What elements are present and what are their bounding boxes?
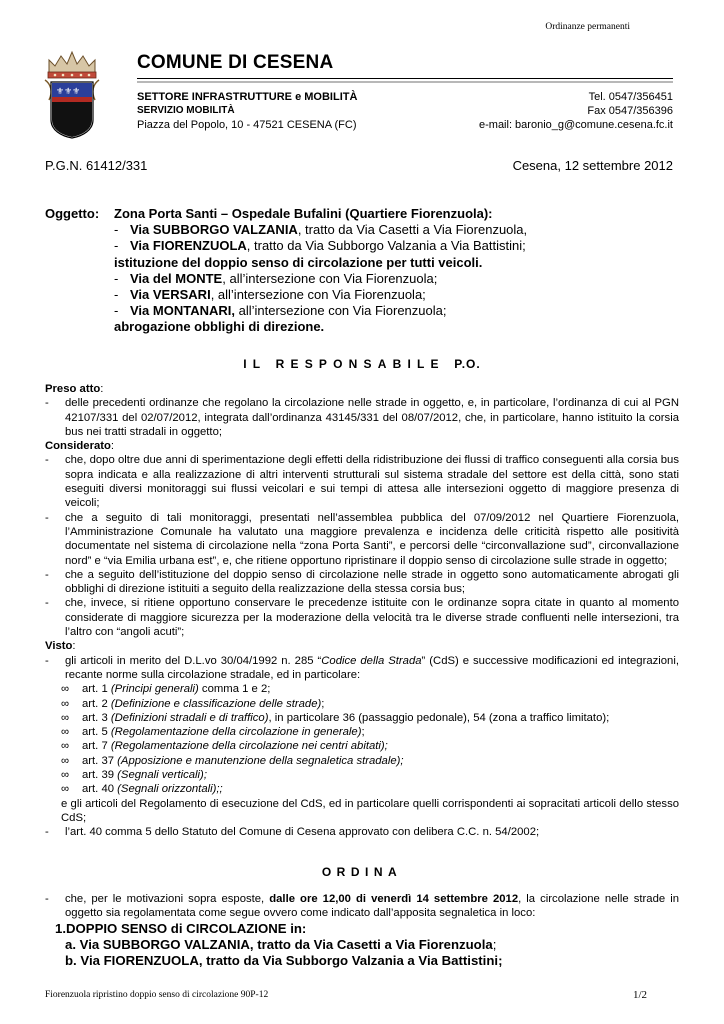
subject-line: Zona Porta Santi – Ospedale Bufalini (Quartiere Fiorenzuola): (114, 206, 493, 221)
list-item: - che, invece, si ritiene opportuno conservare le precedenze istituite con le ordinanze sopra citate in quanto al momento considerate di maggiore sicurezza per la moderazione della velocità tra le diverse strade confluenti nelle intersezioni, tra l’altro con “angoli acuti”; (45, 597, 679, 639)
header-rule (137, 78, 673, 79)
municipality-title: COMUNE DI CESENA (137, 52, 334, 73)
infinity-bullet-icon: ∞ (61, 711, 70, 724)
email: e-mail: baronio_g@comune.cesena.fc.it (479, 119, 673, 131)
document-date: Cesena, 12 settembre 2012 (512, 158, 673, 173)
municipal-crest-icon (43, 48, 101, 140)
list-item: - delle precedenti ordinanze che regolano la circolazione nelle strade in oggetto, e, in particolare, l’ordinanza di cui al PGN 42107/331 del 02/07/2012, integrata dall’ordinanza 43145/331 del 08/07/2012, che, in particolare, hanno istituito la corsia bus nei tratti stradali in oggetto; (45, 397, 679, 438)
article-item: ∞ art. 5 (Regolamentazione della circolazione in generale); (61, 726, 365, 739)
office-block (137, 90, 357, 132)
telephone: Tel. 0547/356451 (588, 91, 673, 103)
list-item: - che, dopo oltre due anni di sperimentazione degli effetti della ridistribuzione dei flussi di traffico conseguenti alla corsia bus sopra indicata e alla realizzazione di altri interventi strutturali sul sistema stradale del settore est della città, sono stati eseguiti diversi monitoraggi sui flussi veicolari e sui tempi di attesa alle intersezioni oggetto di maggiore presenza di veicoli; (45, 454, 679, 510)
svg-text:⚜⚜⚜: ⚜⚜⚜ (56, 87, 81, 97)
infinity-bullet-icon: ∞ (61, 740, 70, 753)
subject-line: - Via FIORENZUOLA, tratto da Via Subborgo Valzania a Via Battistini; (114, 238, 526, 254)
heading-visto: Visto (45, 640, 73, 653)
heading-preso-atto: Preso atto (45, 383, 101, 395)
order-heading: 1.DOPPIO SENSO di CIRCOLAZIONE in: (55, 920, 307, 936)
subject-line: - Via VERSARI, all’intersezione con Via Fiorenzuola; (114, 287, 426, 303)
list-item: - che a seguito di tali monitoraggi, presentati nell’assemblea pubblica del 07/09/2012 nel Quartiere Fiorenzuola, l’Amministrazione Comunale ha valutato una maggiore prevalenza e incidenza delle criticità rispetto alle positività documentate nel sistema di circolazione nella “zona Porta Santi”, e percorsi delle “circonvallazione sud”, circonvallazione nord” e “via Emilia urbana est”, e, che ritiene opportuno ripristinare il doppio senso di circolazione sulle strade in oggetto; (45, 511, 679, 567)
article-item: ∞ art. 39 (Segnali verticali); (61, 769, 207, 782)
regulation-note: e gli articoli del Regolamento di esecuzione del CdS, ed in particolare quelli corrispondenti ai sopracitati articoli dello stesso CdS; (61, 797, 679, 824)
list-item: - l’art. 40 comma 5 dello Statuto del Comune di Cesena approvato con delibera C.C. n. 54/2002; (45, 826, 540, 839)
sector-name: SETTORE INFRASTRUTTURE e MOBILITÀ (137, 91, 358, 103)
article-item: ∞ art. 40 (Segnali orizzontali);; (61, 783, 223, 796)
ordinance-body: Preso atto: - delle precedenti ordinanze che regolano la circolazione nelle strade in oggetto, e, in particolare, l’ordinanza di cui al PGN 42107/331 del 02/07/2012, integrata dall’ordinanza 43145/331 del 08/07/2012, che, in particolare, hanno istituito la corsia bus nei tratti stradali in oggetto; Considerato: - che, dopo oltre due anni di sperimentazione degli effetti della ridistribuzione dei flussi di traffico conseguenti alla corsia bus sopra indicata e alla realizzazione di altri interventi strutturali sul sistema stradale del settore est della città, sono stati eseguiti diversi monitoraggi sui flussi veicolari e sui tempi di attesa alle intersezioni oggetto di maggiore presenza di veicoli; - che a seguito di tali monitoraggi, presentati nell’assemblea pubblica del 07/09/2012 nel Quartiere Fiorenzuola, l’Amministrazione Comunale ha valutato una maggiore prevalenza e incidenza delle criticità rispetto alle positività documentate nel sistema di circolazione nella “zona Porta Santi”, e percorsi delle “circonvallazione sud”, circonvallazione nord” e “via Emilia urbana est”, e, che ritiene opportuno ripristinare il doppio senso di circolazione sulle strade in oggetto; - che a seguito dell’istituzione del doppio senso di circolazione nelle strade in oggetto sono automaticamente abrogati gli obblighi di direzione istituiti a seguito della realizzazione della stessa corsia bus; - che, invece, si ritiene opportuno conservare le precedenze istituite con le ordinanze sopra citate in quanto al momento considerate di maggiore sicurezza per la moderazione della velocità tra le diverse strade confluenti nelle intersezioni, tra l’altro con “angoli acuti”; Visto: - gli articoli in merito del D.L.vo 30/04/1992 n. 285 “Codice della Strada” (CdS) e successive modificazioni ed integrazioni, recante norme sulla circolazione stradale, ed in particolare: ∞ art. 1 (Principi generali) comma 1 e 2; ∞ art. 2 (Definizione e classificazione delle strade); ∞ art. 3 (Definizioni stradali e di traffico), in particolare 36 (passaggio pedonale), 54 (zona a traffico limitato); ∞ art. 5 (Regolamentazione della circolazione in generale); ∞ art. 7 (Regolamentazione della circolazione nei centri abitati); ∞ art. 37 (Apposizione e manutenzione della segnaletica stradale); ∞ art. 39 (Segnali verticali); ∞ art. 40 (Segnali orizzontali);; e gli articoli del Regolamento di esecuzione del CdS, ed in particolare quelli corrispondenti ai sopracitati articoli dello stesso CdS; - l’art. 40 comma 5 dello Statuto del Comune di Cesena approvato con delibera C.C. n. 54/2002; (45, 383, 679, 839)
footer-filename: Fiorenzuola ripristino doppio senso di circolazione 90P-12 (45, 990, 269, 1000)
list-item: - che, per le motivazioni sopra esposte, dalle ore 12,00 di venerdì 14 settembre 2012, la circolazione nelle strade in oggetto sia regolamentata come segue ovvero come indicato dall’apposita segnaletica in loco: (45, 893, 679, 920)
infinity-bullet-icon: ∞ (61, 754, 70, 767)
article-item: ∞ art. 7 (Regolamentazione della circolazione nei centri abitati); (61, 740, 388, 753)
article-item: ∞ art. 2 (Definizione e classificazione delle strade); (61, 697, 325, 710)
order-street: a. Via SUBBORGO VALZANIA, tratto da Via Casetti a Via Fiorenzuola; (65, 936, 497, 952)
article-item: ∞ art. 37 (Apposizione e manutenzione della segnaletica stradale); (61, 754, 404, 767)
subject-label: Oggetto: (45, 206, 100, 221)
infinity-bullet-icon: ∞ (61, 783, 70, 796)
article-item: ∞ art. 3 (Definizioni stradali e di traffico), in particolare 36 (passaggio pedonale), 54 (zona a traffico limitato); (61, 711, 610, 724)
fax: Fax 0547/356396 (587, 105, 673, 117)
infinity-bullet-icon: ∞ (61, 726, 70, 739)
contact-block (479, 90, 673, 132)
subject-line: abrogazione obblighi di direzione. (114, 319, 325, 335)
article-item: ∞ art. 1 (Principi generali) comma 1 e 2; (61, 683, 271, 696)
list-item: - che a seguito dell’istituzione del doppio senso di circolazione nelle strade in oggetto sono automaticamente abrogati gli obblighi di direzione istituiti a seguito della realizzazione della stessa corsia bus; (45, 568, 679, 596)
subject-line: istituzione del doppio senso di circolazione per tutti veicoli. (114, 254, 483, 270)
subject-line: - Via MONTANARI, all’intersezione con Via Fiorenzuola; (114, 303, 447, 319)
section-heading-responsabile: IL RESPONSABILE P.O. (243, 357, 481, 371)
heading-considerato: Considerato (45, 440, 111, 453)
protocol-number: P.G.N. 61412/331 (45, 158, 148, 173)
section-heading-ordina: ORDINA (321, 865, 403, 879)
service-name: SERVIZIO MOBILITÀ (137, 105, 235, 116)
infinity-bullet-icon: ∞ (61, 697, 70, 710)
subject-block (114, 206, 679, 336)
subject-line: - Via del MONTE, all’intersezione con Via Fiorenzuola; (114, 270, 438, 286)
ordinance-orders (45, 892, 679, 969)
order-street: b. Via FIORENZUOLA, tratto da Via Subborgo Valzania a Via Battistini; (65, 952, 503, 968)
header-rule-grey (137, 81, 673, 83)
list-item: - gli articoli in merito del D.L.vo 30/04/1992 n. 285 “Codice della Strada” (CdS) e successive modificazioni ed integrazioni, recante norme sulla circolazione stradale, ed in particolare: (45, 654, 679, 681)
page-number: 1/2 (632, 989, 647, 1001)
infinity-bullet-icon: ∞ (61, 683, 70, 696)
infinity-bullet-icon: ∞ (61, 769, 70, 782)
office-address: Piazza del Popolo, 10 - 47521 CESENA (FC) (137, 119, 357, 131)
subject-line: - Via SUBBORGO VALZANIA, tratto da Via Casetti a Via Fiorenzuola, (114, 222, 528, 238)
document-category: Ordinanze permanenti (545, 22, 630, 32)
